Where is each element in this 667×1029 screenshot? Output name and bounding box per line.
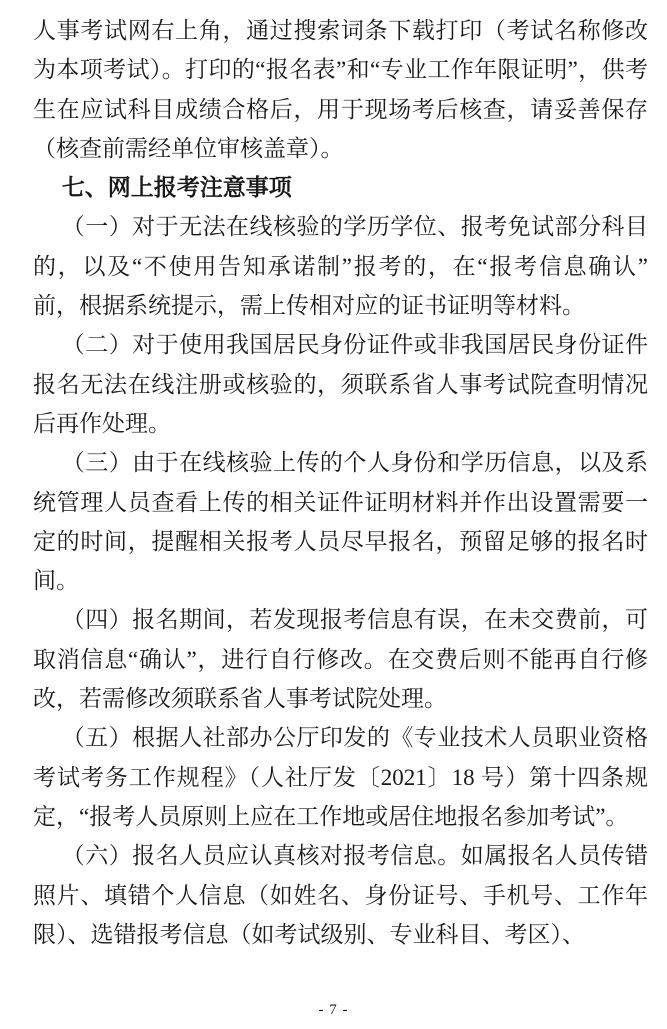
document-body <box>33 11 648 954</box>
paragraph-item-4: （四）报名期间，若发现报考信息有误，在未交费前，可取消信息“确认”，进行自行修改。在交费后则不能再自行修改，若需修改须联系省人事考试院处理。 <box>33 607 648 712</box>
paragraph-item-3: （三）由于在线核验上传的个人身份和学历信息，以及系统管理人员查看上传的相关证件证明材料并作出设置需要一定的时间，提醒相关报考人员尽早报名，预留足够的报名时间。 <box>33 450 648 594</box>
paragraph-continuation: 人事考试网右上角，通过搜索词条下载打印（考试名称修改为本项考试）。打印的“报名表”和“专业工作年限证明”，供考生在应试科目成绩合格后，用于现场考后核查，请妥善保存（核查前需经单位审核盖章）。 <box>33 18 648 161</box>
paragraph-item-5: （五）根据人社部办公厅印发的《专业技术人员职业资格考试考务工作规程》（人社厅发〔2021〕18 号）第十四条规定，“报考人员原则上应在工作地或居住地报名参加考试”。 <box>33 725 648 829</box>
paragraph-item-2: （二）对于使用我国居民身份证件或非我国居民身份证件报名无法在线注册或核验的，须联系省人事考试院查明情况后再作处理。 <box>33 332 648 436</box>
page-number: - 7 - <box>318 1002 349 1018</box>
paragraph-item-6: （六）报名人员应认真核对报考信息。如属报名人员传错照片、填错个人信息（如姓名、身份证号、手机号、工作年限）、选错报考信息（如考试级别、专业科目、考区）、 <box>33 843 648 947</box>
section-heading: 七、网上报考注意事项 <box>61 174 292 201</box>
paragraph-item-1: （一）对于无法在线核验的学历学位、报考免试部分科目的，以及“不使用告知承诺制”报考的，在“报考信息确认”前，根据系统提示，需上传相对应的证书证明等材料。 <box>33 214 648 319</box>
